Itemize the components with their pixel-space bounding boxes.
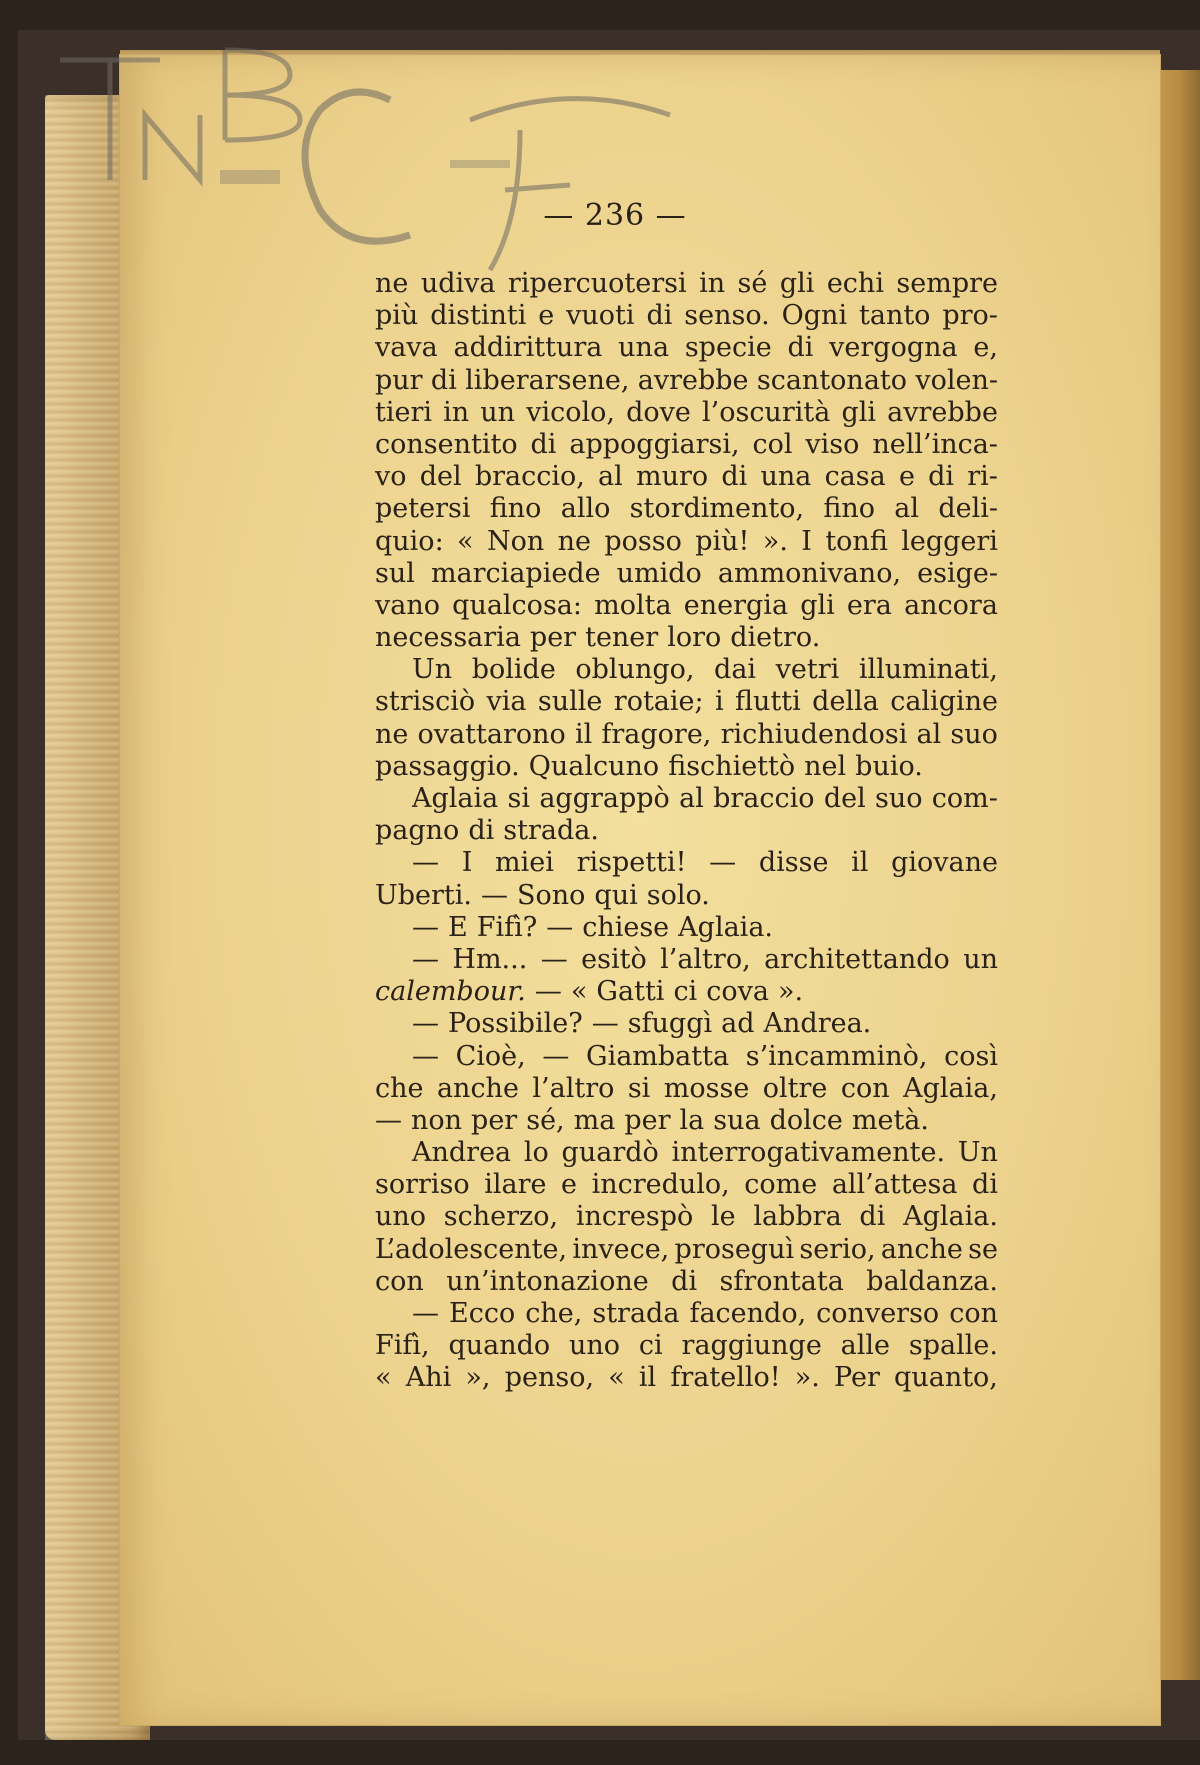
text-line: pagno di strada.: [375, 815, 599, 847]
text-line: ne udiva ripercuotersi in sé gli echi sempre: [375, 268, 998, 299]
page-number: — 236 —: [543, 198, 687, 233]
text-line: Andrea lo guardò interrogativamente. Un: [412, 1137, 998, 1169]
text-line: Aglaia si aggrappò al braccio del suo com-: [412, 783, 998, 814]
text-line: necessaria per tener loro dietro.: [375, 622, 821, 654]
body-text: [375, 268, 998, 1395]
text-line: con un’intonazione di sfrontata baldanza.: [375, 1265, 998, 1297]
text-line: Uberti. — Sono qui solo.: [375, 879, 710, 911]
text-line: vava addirittura una specie di vergogna e,: [375, 332, 998, 364]
text-line: uno scherzo, increspò le labbra di Aglaia.: [375, 1201, 998, 1233]
text-line: Fifì, quando uno ci raggiunge alle spalle.: [375, 1330, 998, 1362]
text-line: sul marciapiede umido ammonivano, esige-: [375, 557, 998, 589]
text-line: calembour. — « Gatti ci cova ».: [375, 976, 804, 1008]
text-line: ne ovattarono il fragore, richiudendosi al suo: [375, 718, 998, 750]
text-line: più distinti e vuoti di senso. Ogni tanto pro-: [375, 300, 998, 332]
text-line: — I miei rispetti! — disse il giovane: [412, 847, 998, 879]
text-line: quio: « Non ne posso più! ». I tonfi leggeri: [375, 525, 998, 557]
text-line: petersi fino allo stordimento, fino al deli-: [375, 493, 998, 525]
text-line: vo del braccio, al muro di una casa e di ri-: [375, 461, 998, 493]
text-line: vano qualcosa: molta energia gli era ancora: [375, 589, 998, 621]
text-line: passaggio. Qualcuno fischiettò nel buio.: [375, 750, 923, 782]
text-line: — E Fifì? — chiese Aglaia.: [412, 911, 774, 943]
text-line: sorriso ilare e incredulo, come all’attesa di: [375, 1169, 998, 1201]
text-line: — Cioè, — Giambatta s’incamminò, così: [412, 1040, 998, 1072]
text-line: L’adolescente, invece, proseguì serio, anche se: [375, 1233, 998, 1265]
text-line: che anche l’altro si mosse oltre con Aglaia,: [375, 1072, 998, 1104]
bncf-logo-icon: [50, 20, 690, 280]
text-line: consentito di appoggiarsi, col viso nell’inca-: [375, 428, 998, 460]
text-line: — non per sé, ma per la sua dolce metà.: [375, 1104, 929, 1136]
text-line: « Ahi », penso, « il fratello! ». Per quanto,: [375, 1362, 998, 1394]
text-line: — Ecco che, strada facendo, converso con: [412, 1298, 998, 1329]
text-line: Un bolide oblungo, dai vetri illuminati,: [412, 654, 998, 686]
text-line: — Possibile? — sfuggì ad Andrea.: [412, 1008, 872, 1040]
text-line: strisciò via sulle rotaie; i flutti della caligine: [375, 686, 998, 718]
text-line: — Hm... — esitò l’altro, architettando un: [412, 943, 998, 975]
text-line: tieri in un vicolo, dove l’oscurità gli avrebbe: [375, 396, 998, 428]
text-line: pur di liberarsene, avrebbe scantonato volen-: [375, 364, 998, 396]
